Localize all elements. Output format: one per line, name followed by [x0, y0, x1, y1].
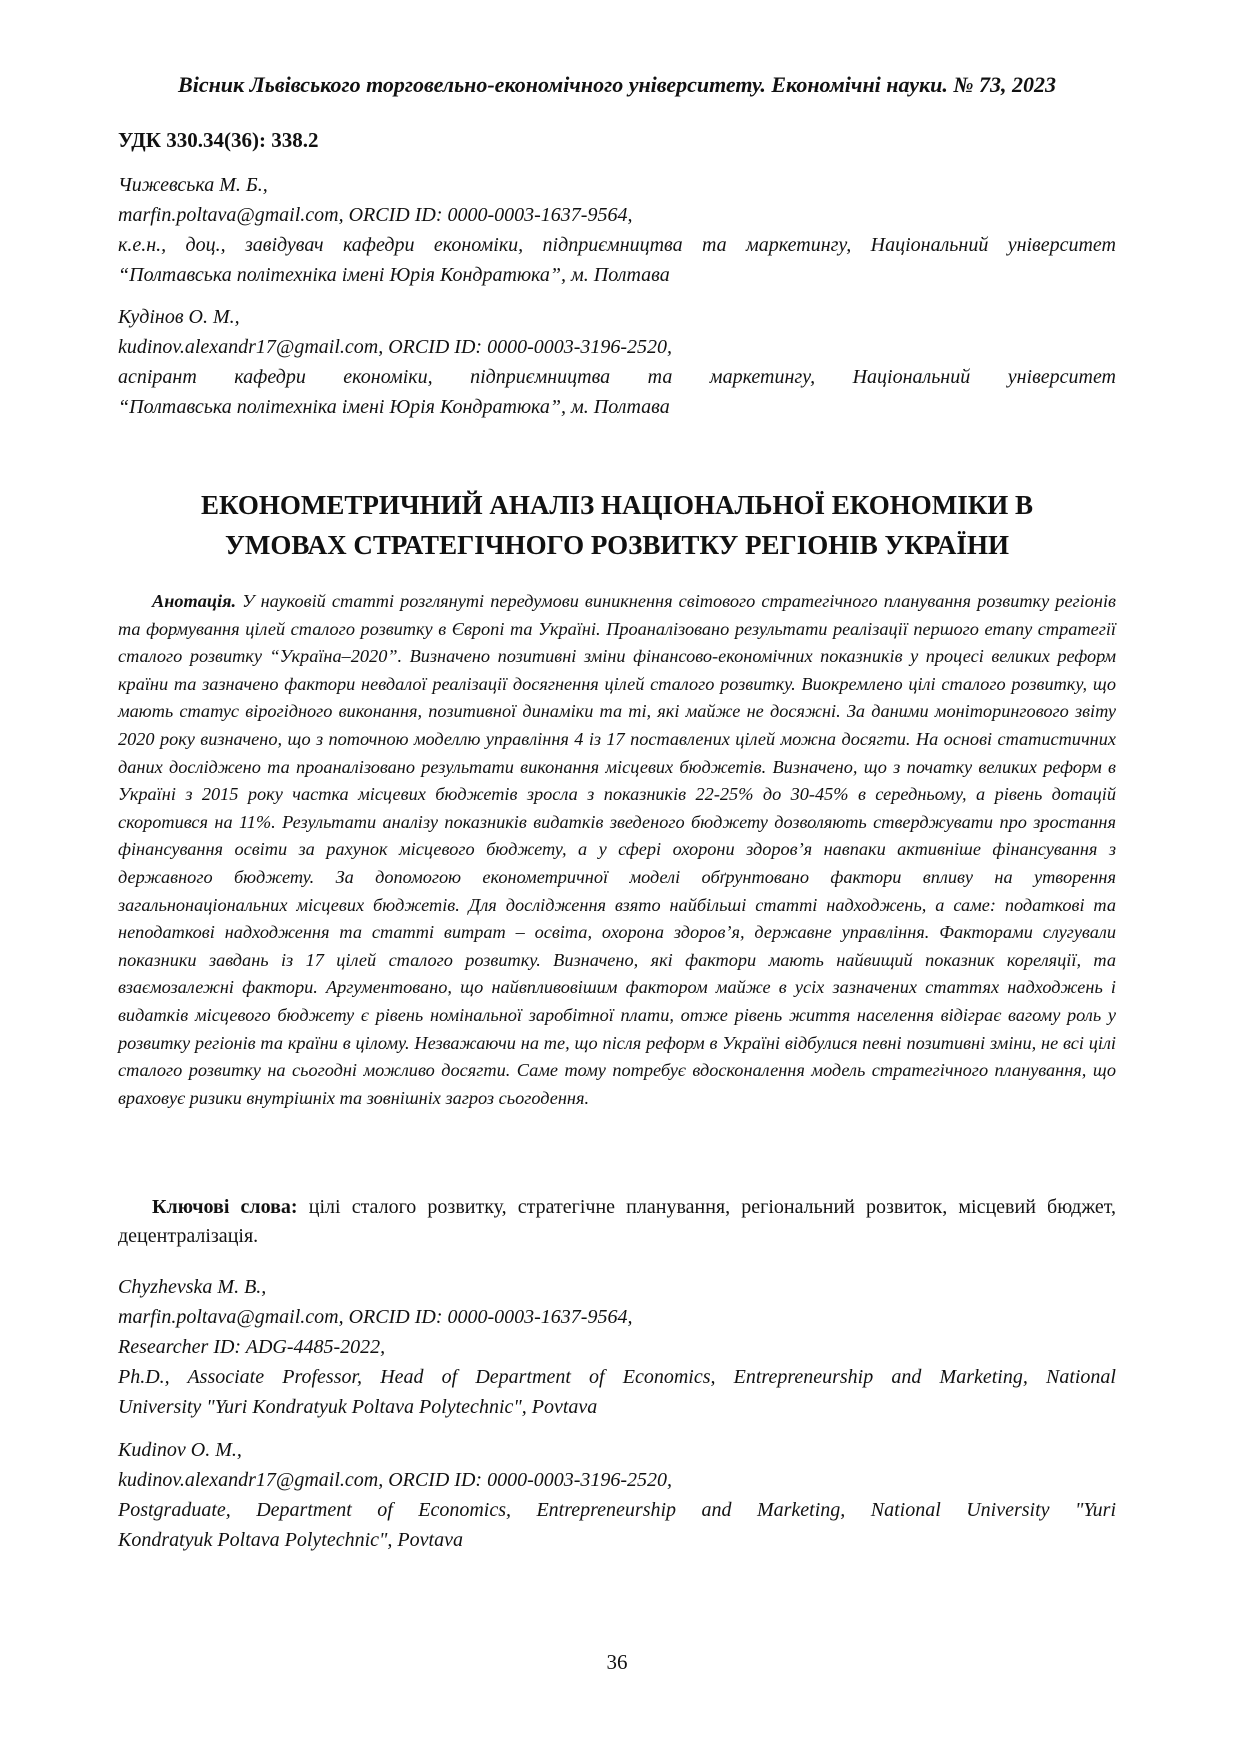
author-affiliation: аспірант кафедри економіки, підприємництва та маркетингу, Національний університет [118, 366, 1116, 388]
author-affiliation: Kondratyuk Poltava Polytechnic", Povtava [118, 1529, 463, 1551]
paper-title-line: УМОВАХ СТРАТЕГІЧНОГО РОЗВИТКУ РЕГІОНІВ УКРАЇНИ [225, 530, 1009, 560]
keywords [118, 1193, 1116, 1251]
journal-header: Вісник Львівського торговельно-економічного університету. Економічні науки. № 73, 2023 [178, 72, 1056, 97]
author-affiliation: University "Yuri Kondratyuk Poltava Polytechnic", Povtava [118, 1396, 598, 1418]
page-number: 36 [606, 1650, 628, 1674]
author-contact: marfin.poltava@gmail.com, ORCID ID: 0000-0003-1637-9564, [118, 1306, 633, 1328]
author-block-ua-1 [118, 170, 1116, 290]
author-name: Чижевська М. Б., [118, 174, 268, 196]
author-contact: kudinov.alexandr17@gmail.com, ORCID ID: 0000-0003-3196-2520, [118, 1469, 673, 1491]
keywords-text: цілі сталого розвитку, стратегічне планування, регіональний розвиток, місцевий бюджет, децентралізація. [118, 1196, 1116, 1247]
abstract [118, 588, 1116, 1112]
author-contact: kudinov.alexandr17@gmail.com, ORCID ID: 0000-0003-3196-2520, [118, 336, 673, 358]
paper-title [118, 485, 1116, 565]
author-affiliation: Ph.D., Associate Professor, Head of Department of Economics, Entrepreneurship and Marketing, National [118, 1366, 1116, 1388]
author-block-en-2 [118, 1435, 1116, 1555]
keywords-label: Ключові слова: [152, 1196, 298, 1218]
abstract-label: Анотація. [152, 591, 237, 611]
author-block-ua-2 [118, 302, 1116, 422]
author-name: Kudinov O. M., [118, 1439, 242, 1461]
author-name: Chyzhevska M. B., [118, 1276, 267, 1298]
author-name: Кудінов О. М., [118, 306, 240, 328]
abstract-text: У науковій статті розглянуті передумови виникнення світового стратегічного планування розвитку регіонів та формування цілей сталого розвитку в Європі та Україні. Проаналізовано результати реалізації першого етапу стратегії сталого розвитку “Україна–2020”. Визначено позитивні зміни фінансово-економічних показників у процесі великих реформ країни та зазначено фактори невдалої реалізації досягнення цілей сталого розвитку. Виокремлено цілі сталого розвитку, що мають статус вірогідного виконання, позитивної динаміки та ті, які майже не досяжні. За даними моніторингового звіту 2020 року визначено, що з поточною моделлю управління 4 із 17 поставлених цілей можна досягти. На основі статистичних даних досліджено та проаналізовано результати виконання місцевих бюджетів. Визначено, що з початку великих реформ в Україні з 2015 року частка місцевих бюджетів зросла з показників 22-25% до 30-45% в середньому, а рівень дотацій скоротився на 11%. Результати аналізу показників видатків зведеного бюджету дозволяють стверджувати про зростання фінансування освіти за рахунок місцевого бюджету, а у сфері охорони здоров’я навпаки активніше фінансування з державного бюджету. За допомогою економетричної моделі обґрунтовано фактори впливу на утворення загальнонаціональних місцевих бюджетів. Для дослідження взято найбільші статті надходжень, а саме: податкові та неподаткові надходження та статті витрат – освіта, охорона здоров’я, державне управління. Факторами слугували показники завдань із 17 цілей сталого розвитку. Визначено, які фактори мають найвищий показник кореляції, та взаємозалежні фактори. Аргументовано, що найвпливовішим фактором майже в усіх зазначених статтях надходжень і видатків місцевого бюджету є рівень номінальної заробітної плати, отже рівень життя населення відіграє вагому роль у розвитку регіонів та країни в цілому. Незважаючи на те, що після реформ в Україні відбулися певні позитивні зміни, не всі цілі сталого розвитку на сьогодні можливо досягти. Саме тому потребує вдосконалення модель стратегічного планування, що враховує ризики внутрішніх та зовнішніх загроз сьогодення. [118, 591, 1116, 1108]
author-contact: marfin.poltava@gmail.com, ORCID ID: 0000-0003-1637-9564, [118, 204, 633, 226]
author-affiliation: “Полтавська політехніка імені Юрія Кондратюка”, м. Полтава [118, 264, 670, 286]
author-block-en-1 [118, 1272, 1116, 1422]
author-affiliation: “Полтавська політехніка імені Юрія Кондратюка”, м. Полтава [118, 396, 670, 418]
author-researcher-id: Researcher ID: ADG-4485-2022, [118, 1336, 386, 1358]
paper-title-line: ЕКОНОМЕТРИЧНИЙ АНАЛІЗ НАЦІОНАЛЬНОЇ ЕКОНОМІКИ В [200, 490, 1034, 520]
author-affiliation: Postgraduate, Department of Economics, Entrepreneurship and Marketing, National University "Yuri [118, 1499, 1116, 1521]
udk-code: УДК 330.34(36): 338.2 [118, 128, 319, 152]
author-affiliation: к.е.н., доц., завідувач кафедри економіки, підприємництва та маркетингу, Національний університет [118, 234, 1116, 256]
